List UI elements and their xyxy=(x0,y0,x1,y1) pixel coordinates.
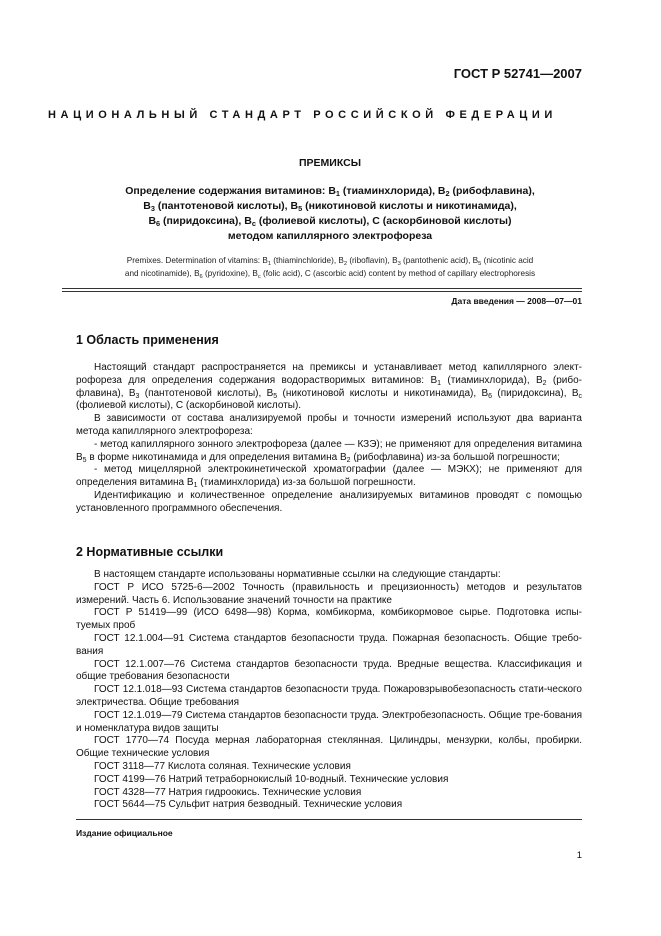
divider-thin xyxy=(62,291,582,292)
reference-item: ГОСТ 4328—77 Натрия гидроокись. Технические условия xyxy=(94,786,362,798)
edition-label: Издание официальное xyxy=(76,828,173,838)
paragraph: В зависимости от состава анализируемой пробы и точности измерений используют два варианта метода капиллярного электрофореза: xyxy=(76,413,582,437)
section-1-body xyxy=(76,362,582,516)
section-1-heading: 1 Область применения xyxy=(76,333,219,347)
paragraph: - метод капиллярного зонного электрофореза (далее — КЗЭ); не применяют для определения витамина $B_5$ в форме никотинамида и для определения витамина $B_2$ (рибофлавина) из-за большой погрешности; xyxy=(76,438,582,464)
reference-item: ГОСТ 5644—75 Сульфит натрия безводный. Технические условия xyxy=(94,799,403,811)
section-2-heading: 2 Нормативные ссылки xyxy=(76,545,224,559)
paragraph: - метод мицеллярной электрокинетической хроматографии (далее — МЭКХ); не применяют для определения витамина $B_1$ (тиаминхлорида) из-за большой погрешности. xyxy=(76,464,582,490)
reference-item: ГОСТ 12.1.019—79 Система стандартов безопасности труда. Электробезопасность. Общие тре-бования и номенклатура видов защиты xyxy=(76,709,582,734)
reference-item: ГОСТ 12.1.007—76 Система стандартов безопасности труда. Вредные вещества. Классификация и общие требования безопасности xyxy=(76,658,582,683)
standard-number: ГОСТ Р 52741—2007 xyxy=(453,66,582,81)
reference-item: ГОСТ 1770—74 Посуда мерная лабораторная стеклянная. Цилиндры, мензурки, колбы, пробирки. Общие технические условия xyxy=(76,735,582,760)
divider-thick xyxy=(62,288,582,289)
paragraph: В настоящем стандарте использованы нормативные ссылки на следующие стандарты: xyxy=(94,569,501,580)
reference-item: ГОСТ 12.1.004—91 Система стандартов безопасности труда. Пожарная безопасность. Общие требо-вания xyxy=(76,632,582,657)
reference-item: ГОСТ 4199—76 Натрий тетраборнокислый 10-водный. Технические условия xyxy=(94,773,449,785)
section-2-body xyxy=(76,569,582,812)
footer-divider xyxy=(76,819,582,820)
reference-item: ГОСТ Р 51419—99 (ИСО 6498—98) Корма, комбикорма, комбикормовое сырье. Подготовка испы-туемых проб xyxy=(76,607,582,632)
reference-item: ГОСТ 12.1.018—93 Система стандартов безопасности труда. Пожаровзрывобезопасность стати-ческого электричества. Общие требования xyxy=(76,684,582,708)
paragraph: Настоящий стандарт распространяется на премиксы и устанавливает метод капиллярного элект-рофореза для определения содержания водорастворимых витаминов: $B_1$ (тиаминхлорида), $B_2$ (рибо-флавина), $B_3$ (пантотеновой кислоты), $B_5$ (никотиновой кислоты и никотинамида), $B_6$ (пиридоксина), $B_c$ (фолиевой кислоты), C (аскорбиновой кислоты). xyxy=(76,362,583,412)
reference-item: ГОСТ Р ИСО 5725-6—2002 Точность (правильность и прецизионность) методов и результатов измерений. Часть 6. Использование значений точности на практике xyxy=(76,581,582,606)
document-subtitle: Определение содержания витаминов: $B_1$ (тиаминхлорида), $B_2$ (рибофлавина), $B_3$ (пантотеновой кислоты), $B_5$ (никотиновой кислоты и никотинамида), $B_6$ (пиридоксина), $B_c$ (фолиевой кислоты), C (аскорбиновой кислоты) методом капиллярного электрофореза xyxy=(125,185,535,242)
national-standard-heading: НАЦИОНАЛЬНЫЙ СТАНДАРТ РОССИЙСКОЙ ФЕДЕРАЦИИ xyxy=(48,109,557,121)
introduction-date: Дата введения — 2008—07—01 xyxy=(451,296,582,306)
paragraph: Идентификацию и количественное определение анализируемых витаминов проводят с помощью установленного программного обеспечения. xyxy=(76,489,582,514)
document-title: ПРЕМИКСЫ xyxy=(299,157,361,169)
page-number: 1 xyxy=(576,850,582,861)
reference-item: ГОСТ 3118—77 Кислота соляная. Технические условия xyxy=(94,760,351,772)
english-title: Premixes. Determination of vitamins: $B_1$ (thiaminchloride), $B_2$ (riboflavin), $B_3$ (pantothenic acid), $B_5$ (nicotinic acid and nicotinamide), $B_6$ (pyridoxine), $B_c$ (folic acid), C (ascorbic acid) content by method of capillary electrophoresis xyxy=(124,256,536,280)
